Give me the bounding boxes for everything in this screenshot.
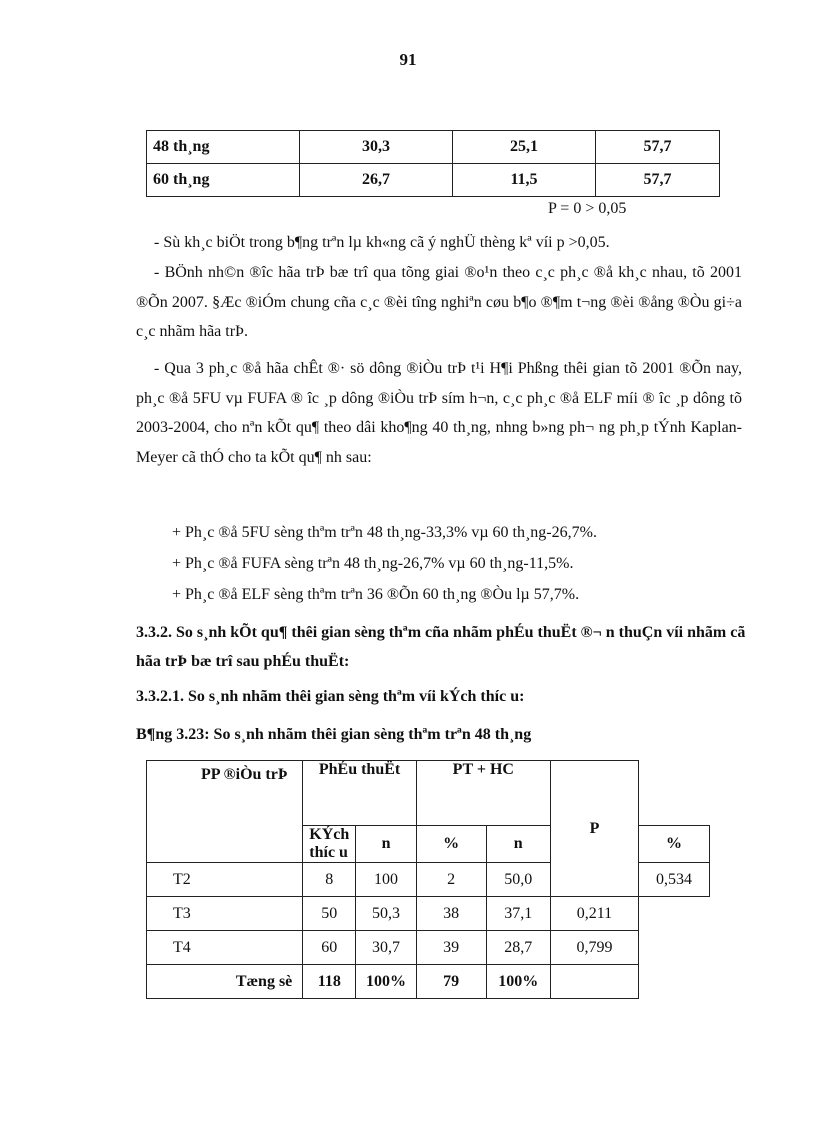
table-row [147,164,720,197]
page-number: 91 [399,50,417,69]
header-surgery: PhÉu thuËt [303,761,417,826]
row-label: T2 [147,863,303,897]
table-caption: B¶ng 3.23: So s¸nh nhãm thêi gian sèng thªm trªn 48 th¸ng [136,726,532,743]
table-cell: 57,7 [596,164,720,197]
cell-n1: 8 [303,863,356,897]
cell-pct1: 30,7 [356,931,417,965]
table-row [147,131,720,164]
header-n2: n [486,826,550,863]
table-row [147,931,710,965]
table-cell: 25,1 [453,131,596,164]
cell-n1: 50 [303,897,356,931]
paragraph-3: - Qua 3 ph¸c ®å hãa chÊt ®· sö dông ®iÒu trÞ t¹i H¶i Phßng thêi gian tõ 2001 ®Õn nay, ph¸c ®å 5FU vµ FUFA ® îc ¸p dông ®iÒu trÞ sím h¬n, c¸c ph¸c ®å ELF míi ® îc ¸p dông tõ 2003-2004, cho nªn kÕt qu¶ theo dâi kho¶ng 40 th¸ng, nhng b»ng ph¬ ng ph¸p tÝnh Kaplan-Meyer cã thÓ cho ta kÕt qu¶ nh sau: [136,360,742,466]
paragraph-1: - Sù kh¸c biÖt trong b¶ng trªn lµ kh«ng cã ý nghÜ thèng kª víi p >0,05. [154,234,610,251]
p-value-note: P = 0 > 0,05 [548,200,627,217]
table-cell: 60 th¸ng [147,164,300,197]
table-header-row [147,761,710,826]
section-heading: 3.3.2. So s¸nh kÕt qu¶ thêi gian sèng thªm cña nhãm phÉu thuËt ®¬ n thuÇn víi nhãm cã hãa trÞ bæ trî sau phÉu thuËt: [136,624,746,670]
header-method-size [147,761,303,863]
survival-table [146,760,710,999]
row-label: T4 [147,931,303,965]
bullet-5fu: + Ph¸c ®å 5FU sèng thªm trªn 48 th¸ng-33,3% vµ 60 th¸ng-26,7%. [172,524,597,541]
header-p: P [550,761,638,897]
cell-pct2: 28,7 [486,931,550,965]
table-cell: 11,5 [453,164,596,197]
total-n2: 79 [416,965,486,999]
paragraph-2: - BÖnh nh©n ®îc hãa trÞ bæ trî qua tõng giai ®o¹n theo c¸c ph¸c ®å kh¸c nhau, tõ 2001 ®Õn 2007. §Æc ®iÓm chung cña c¸c ®èi tîng nghiªn cøu b¶o ®¶m t¬ng ®èi ®ång ®Òu gi÷a c¸c nhãm hãa trÞ. [136,264,742,340]
top-table [146,130,720,197]
cell-pct1: 50,3 [356,897,417,931]
cell-n2: 38 [416,897,486,931]
cell-n2: 39 [416,931,486,965]
cell-p: 0,211 [550,897,638,931]
cell-pct2: 37,1 [486,897,550,931]
total-pct2: 100% [486,965,550,999]
bullet-fufa: + Ph¸c ®å FUFA sèng trªn 48 th¸ng-26,7% vµ 60 th¸ng-11,5%. [172,555,574,572]
cell-p: 0,799 [550,931,638,965]
table-row [147,897,710,931]
cell-p: 0,534 [639,863,710,897]
cell-pct2: 50,0 [486,863,550,897]
header-pct2: % [639,826,710,863]
table-cell: 57,7 [596,131,720,164]
total-pct1: 100% [356,965,417,999]
table-cell: 48 th¸ng [147,131,300,164]
header-size: KÝch thíc u [303,826,356,863]
header-pct1: % [416,826,486,863]
cell-n2: 2 [416,863,486,897]
table-total-row [147,965,710,999]
total-label: Tæng sè [147,965,303,999]
table-cell: 30,3 [300,131,453,164]
total-n1: 118 [303,965,356,999]
cell-pct1: 100 [356,863,417,897]
bullet-elf: + Ph¸c ®å ELF sèng thªm trªn 36 ®Õn 60 th¸ng ®Òu lµ 57,7%. [172,586,580,603]
subsection-heading: 3.3.2.1. So s¸nh nhãm thêi gian sèng thªm víi kÝch thíc u: [136,688,525,705]
header-n1: n [356,826,417,863]
header-surgery-chemo: PT + HC [416,761,550,826]
table-cell: 26,7 [300,164,453,197]
header-method: PP ®iÒu trÞ [201,766,288,783]
row-label: T3 [147,897,303,931]
total-p [550,965,638,999]
cell-n1: 60 [303,931,356,965]
